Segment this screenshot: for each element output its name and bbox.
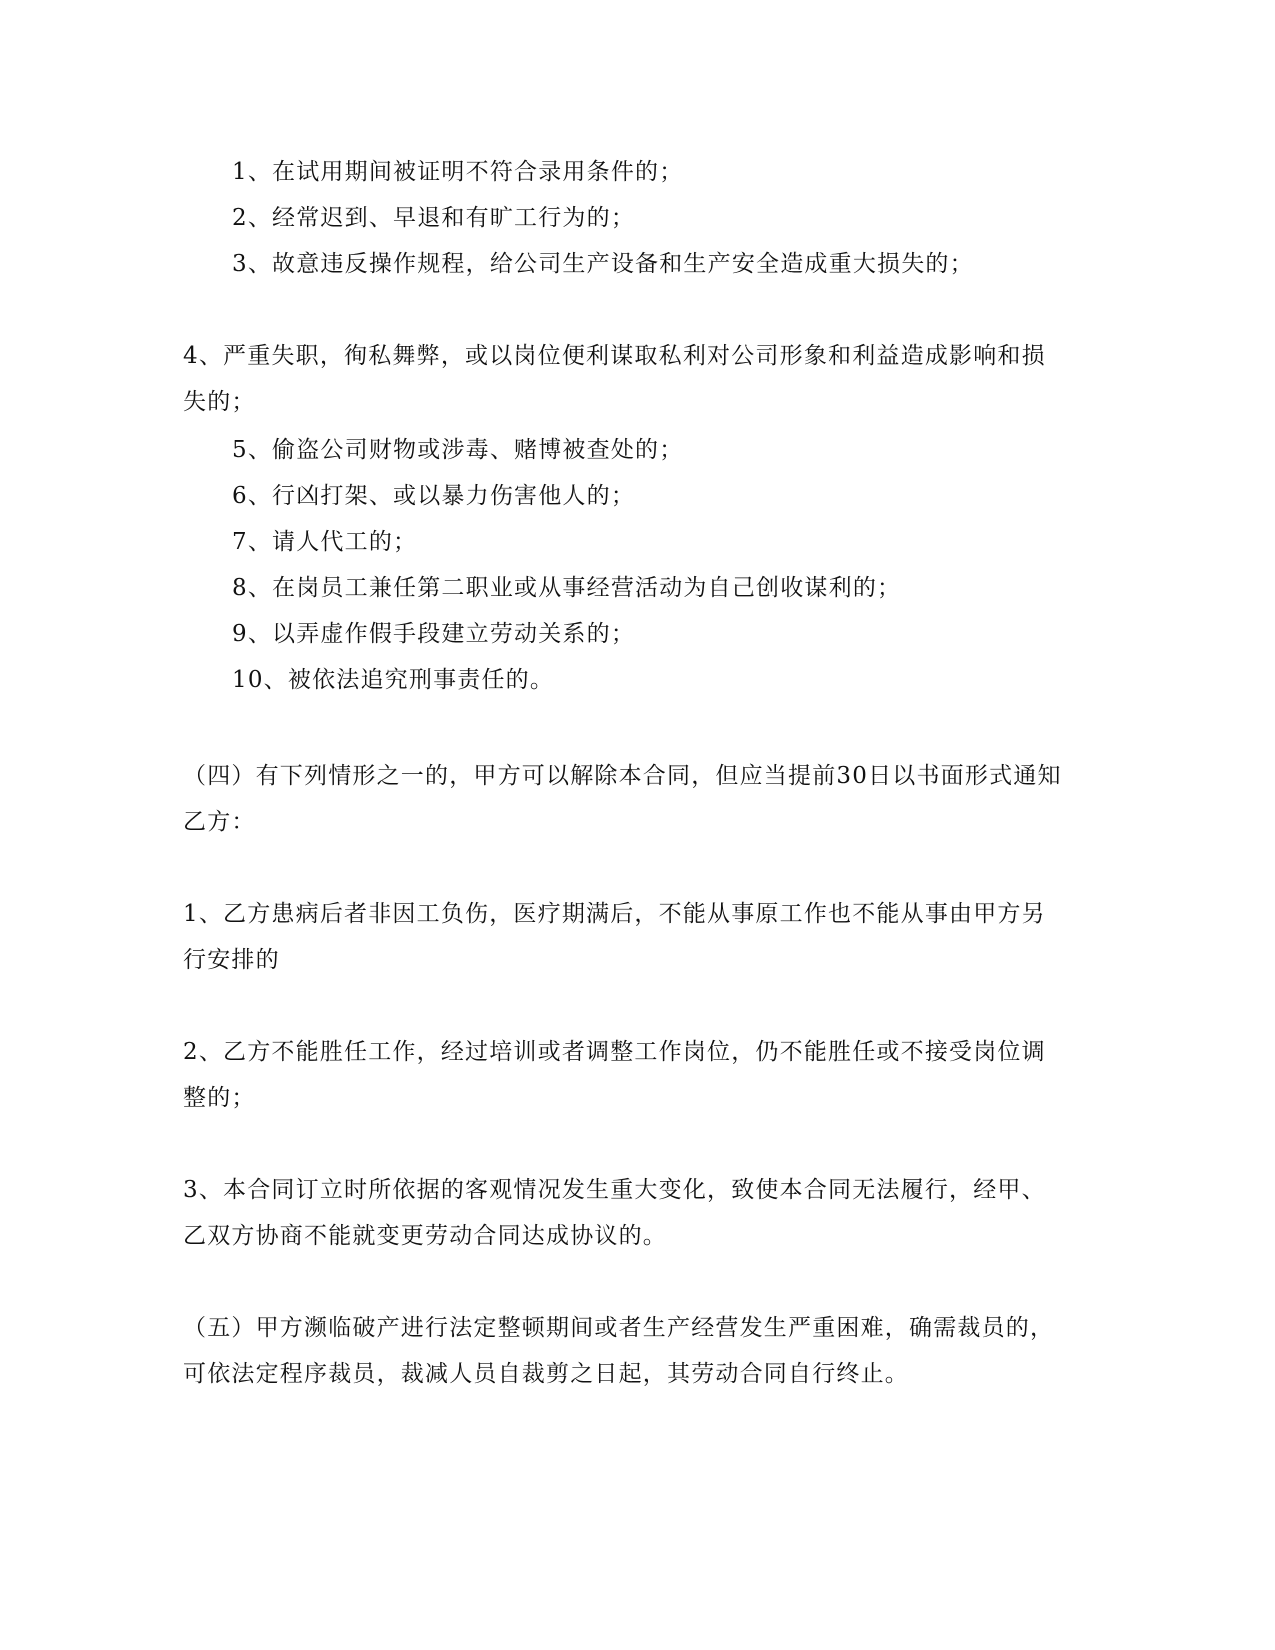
list-item: 10、被依法追究刑事责任的。 [232,667,555,693]
list-item-continuation: 整的； [183,1085,256,1111]
list-item-continuation: 失的； [183,389,256,415]
section-heading-continuation: 乙方： [183,809,256,835]
list-item: 3、本合同订立时所依据的客观情况发生重大变化，致使本合同无法履行，经甲、 [183,1177,1046,1203]
list-item: 1、乙方患病后者非因工负伤，医疗期满后，不能从事原工作也不能从事由甲方另 [183,901,1046,927]
list-item: 7、请人代工的； [232,529,418,555]
list-item: 2、乙方不能胜任工作，经过培训或者调整工作岗位，仍不能胜任或不接受岗位调 [183,1039,1046,1065]
list-item-continuation: 乙双方协商不能就变更劳动合同达成协议的。 [183,1223,667,1249]
list-item-continuation: 行安排的 [183,947,280,973]
section-heading: （四）有下列情形之一的，甲方可以解除本合同，但应当提前30日以书面形式通知 [183,763,1062,789]
list-item: 1、在试用期间被证明不符合录用条件的； [232,159,684,185]
list-item: 9、以弄虚作假手段建立劳动关系的； [232,621,636,647]
list-item: 3、故意违反操作规程，给公司生产设备和生产安全造成重大损失的； [232,251,974,277]
list-item: 2、经常迟到、早退和有旷工行为的； [232,205,636,231]
section-heading-continuation: 可依法定程序裁员，裁减人员自裁剪之日起，其劳动合同自行终止。 [183,1361,909,1387]
list-item: 8、在岗员工兼任第二职业或从事经营活动为自己创收谋利的； [232,575,902,601]
list-item: 6、行凶打架、或以暴力伤害他人的； [232,483,636,509]
section-heading: （五）甲方濒临破产进行法定整顿期间或者生产经营发生严重困难，确需裁员的， [183,1315,1055,1341]
list-item: 4、严重失职，徇私舞弊，或以岗位便利谋取私利对公司形象和利益造成影响和损 [183,343,1046,369]
list-item: 5、偷盗公司财物或涉毒、赌博被查处的； [232,437,684,463]
